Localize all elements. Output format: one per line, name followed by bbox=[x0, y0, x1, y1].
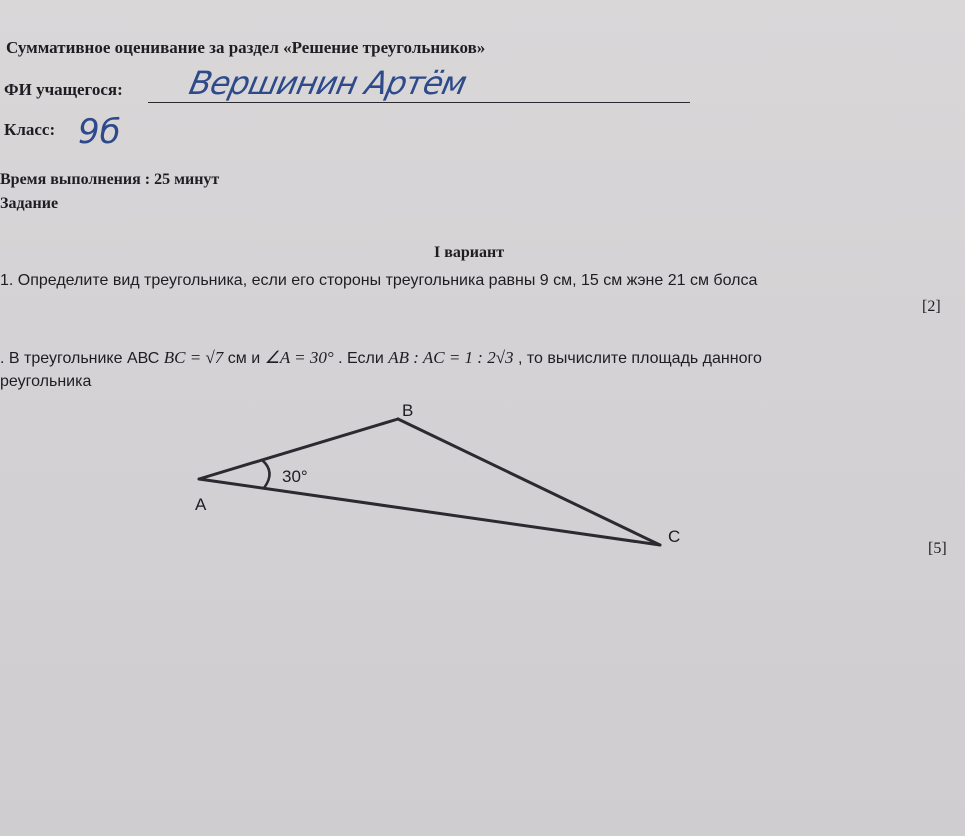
question-2-math-ratio: AB : AC = 1 : 2√3 bbox=[388, 348, 514, 367]
question-2-text-4: , то вычислите площадь данного bbox=[518, 350, 762, 367]
class-value-handwritten: 9б bbox=[78, 112, 121, 152]
angle-arc bbox=[262, 460, 270, 488]
question-2-math-bc: BC = √7 bbox=[163, 348, 224, 367]
student-name-label: ФИ учащегося: bbox=[4, 80, 123, 99]
time-limit-text: Время выполнения : 25 минут bbox=[0, 171, 220, 188]
question-1: 1. Определите вид треугольника, если его стороны треугольника равны 9 см, 15 см жэне 21 см болса bbox=[0, 272, 758, 289]
question-2-line-2: реугольника bbox=[0, 373, 92, 390]
angle-label: 30° bbox=[282, 467, 308, 486]
question-2-math-angle: ∠A = 30° bbox=[264, 348, 334, 367]
vertex-b-label: B bbox=[402, 401, 414, 420]
student-name-handwritten: Вершинин Артём bbox=[185, 64, 470, 102]
class-label: Класс: bbox=[4, 120, 56, 139]
task-heading: Задание bbox=[0, 195, 59, 212]
vertex-c-label: C bbox=[668, 527, 681, 546]
variant-heading: I вариант bbox=[434, 244, 505, 261]
question-1-score: [2] bbox=[922, 298, 941, 315]
question-2-score: [5] bbox=[928, 540, 947, 557]
question-2-text-3: . Если bbox=[338, 350, 389, 367]
question-2-text-1: . В треугольнике АВС bbox=[0, 350, 164, 367]
document-title: Суммативное оценивание за раздел «Решение треугольников» bbox=[6, 38, 486, 57]
vertex-a-label: A bbox=[195, 495, 207, 514]
question-2-text-2: см и bbox=[227, 350, 265, 367]
